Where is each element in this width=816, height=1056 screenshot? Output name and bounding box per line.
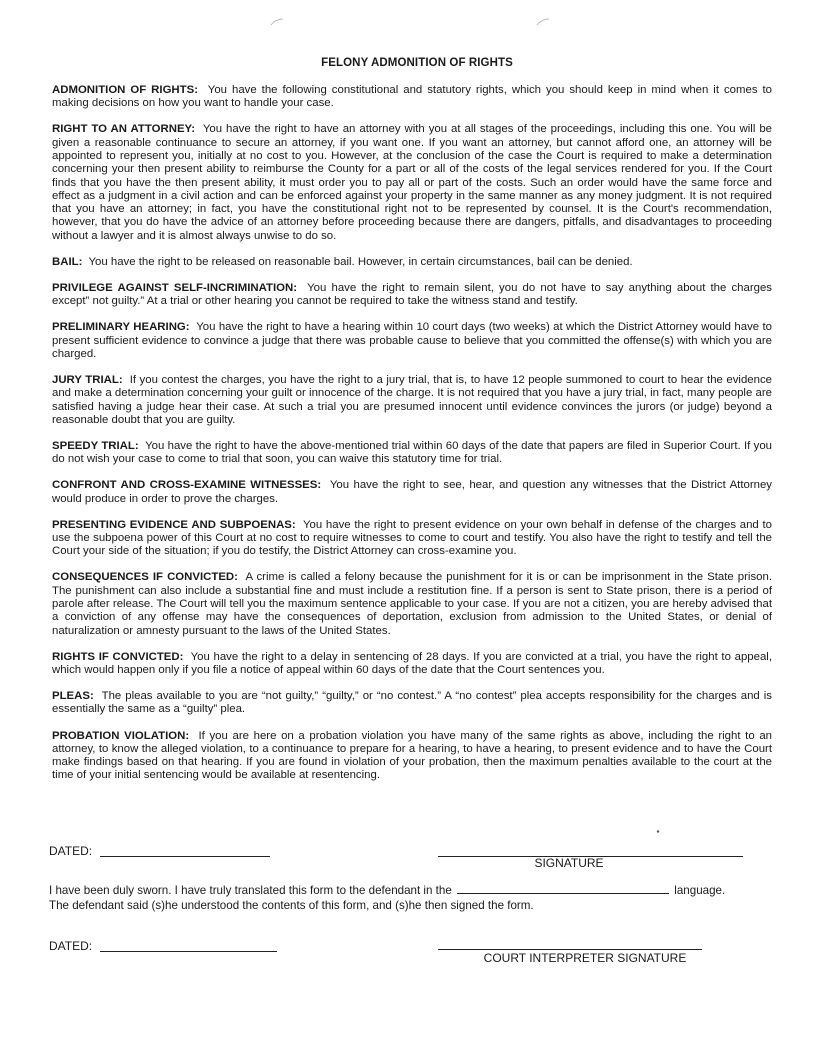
interpreter-text-line2: The defendant said (s)he understood the contents of this form, and (s)he then signed the form. <box>49 899 534 912</box>
section-paragraph <box>52 571 772 637</box>
section-text: If you contest the charges, you have the right to a jury trial, that is, to have 12 people summoned to court to hear the evidence and make a determination concerning your guilt or innocence of the charge. It is not required that you have a jury trial, in fact, many people are satisfied having a judge hear their case. At such a trial you are presumed innocent until evidence convinces the jurors (or judge) beyond a reasonable doubt that you are guilty. <box>52 374 772 426</box>
interpreter-statement <box>49 883 771 913</box>
section-heading: PRELIMINARY HEARING: <box>52 321 190 334</box>
section-heading: RIGHTS IF CONVICTED: <box>52 650 184 663</box>
dated-label: DATED: <box>49 939 93 953</box>
section-heading: CONFRONT AND CROSS-EXAMINE WITNESSES: <box>52 479 322 492</box>
section-heading: SPEEDY TRIAL: <box>52 440 139 453</box>
scan-artifact-mark <box>536 18 550 26</box>
section-heading: RIGHT TO AN ATTORNEY: <box>52 123 196 136</box>
section-text: You have the right to have the above-mentioned trial within 60 days of the date that papers are filed in Superior Court. If you do not wish your case to come to trial that soon, you can waive this statutory time for trial. <box>52 440 772 466</box>
interpreter-text-before: I have been duly sworn. I have truly translated this form to the defendant in the <box>49 884 452 897</box>
section-paragraph <box>52 730 772 783</box>
section-text: You have the following constitutional and statutory rights, which you should keep in mind when it comes to making decisions on how you want to handle your case. <box>52 84 773 110</box>
section-text: You have the right to see, hear, and question any witnesses that the District Attorney would produce in order to prove the charges. <box>52 479 772 505</box>
section-paragraph <box>52 519 772 559</box>
section-paragraph <box>52 321 772 361</box>
section-paragraph <box>52 690 772 717</box>
section-heading: PRIVILEGE AGAINST SELF-INCRIMINATION: <box>52 281 298 294</box>
scan-artifact-mark <box>270 18 284 26</box>
interpreter-signature-caption: COURT INTERPRETER SIGNATURE <box>483 951 687 965</box>
section-paragraph <box>52 282 772 309</box>
section-paragraph <box>52 256 772 269</box>
section-paragraph <box>52 479 772 506</box>
scan-artifact-dot <box>656 830 660 833</box>
section-text: You have the right to remain silent, you do not have to say anything about the charges except” not guilty.” At a trial or other hearing you cannot be required to take the witness stand and testify. <box>52 281 772 308</box>
section-heading: PROBATION VIOLATION: <box>52 729 190 742</box>
section-heading: PRESENTING EVIDENCE AND SUBPOENAS: <box>52 518 296 531</box>
dated-line[interactable] <box>100 951 277 952</box>
section-heading: CONSEQUENCES IF CONVICTED: <box>52 571 238 584</box>
dated-label: DATED: <box>49 844 93 858</box>
dated-line[interactable] <box>100 856 270 857</box>
interpreter-signature-line[interactable] <box>438 949 702 950</box>
section-text: You have the right to be released on reasonable bail. However, in certain circumstances, bail can be denied. <box>88 255 633 268</box>
document-title: FELONY ADMONITION OF RIGHTS <box>321 57 513 69</box>
section-paragraph <box>52 440 772 467</box>
section-paragraph <box>52 123 772 243</box>
section-heading: ADMONITION OF RIGHTS: <box>52 84 199 96</box>
section-paragraph <box>52 84 772 111</box>
section-text: You have the right to present evidence on your own behalf in defense of the charges and to use the subpoena power of this Court at no cost to require witnesses to come to court and testify. You also have the right to testify and tell the Court your side of the situation; if you do testify, the District Attorney can cross-examine you. <box>52 518 772 558</box>
section-paragraph <box>52 651 772 678</box>
section-paragraph <box>52 374 772 427</box>
section-text: A crime is called a felony because the punishment for it is or can be imprisonment in the State prison. The punishment can also include a substantial fine and must include a restitution fine. If a person is sent to State prison, there is a period of parole after release. The Court will tell you the maximum sentence applicable to your case. If you are not a citizen, you are hereby advised that a conviction of any offense may have the consequences of deportation, exclusion from admission to the United States, or denial of naturalization or amnesty pursuant to the laws of the United States. <box>52 571 772 637</box>
section-text: If you are here on a probation violation you have many of the same rights as above, including the right to an attorney, to know the alleged violation, to a continuance to prepare for a hearing, to have a hearing, to present evidence and to have the Court make findings based on that hearing. If you are found in violation of your probation, then the maximum penalties available to the court at the time of your initial sentencing would be available at resentencing. <box>52 729 772 782</box>
section-heading: BAIL: <box>52 255 83 268</box>
section-text: You have the right to a delay in sentencing of 28 days. If you are convicted at a trial, you have the right to appeal, which would happen only if you file a notice of appeal within 60 days of the date that the Court sentences you. <box>52 650 772 677</box>
section-text: You have the right to have a hearing within 10 court days (two weeks) at which the District Attorney would have to present sufficient evidence to convince a judge that there was probable cause to believe that you committed the offense(s) with which you are charged. <box>52 321 773 360</box>
section-heading: JURY TRIAL: <box>52 374 123 387</box>
document-body <box>52 84 772 796</box>
section-heading: PLEAS: <box>52 690 94 703</box>
section-text: The pleas available to you are “not guilty,” “guilty,” or “no contest.” A “no contest” plea accepts responsibility for the charges and is essentially the same as a “guilty” plea. <box>52 690 772 716</box>
interpreter-text-after: language. <box>674 884 726 897</box>
signature-caption: SIGNATURE <box>534 856 604 870</box>
section-text: You have the right to have an attorney with you at all stages of the proceedings, including this one. You will be given a reasonable continuance to secure an attorney, if you want one. If you want an attorney, but cannot afford one, an attorney will be appointed to represent you, initially at no cost to you. However, at the conclusion of the case the Court is required to make a determination concerning your then present ability to reimburse the County for a part or all of the costs of the legal services rendered for you. If the Court finds that you have the then present ability, it must order you to pay all or part of the costs. Such an order would have the same force and effect as a judgment in a civil action and can be enforced against your property in the same manner as any money judgment. It is not required that you have an attorney; in fact, you have the constitutional right not to be represented by counsel. It is the Court's recommendation, however, that you do have the advice of an attorney before proceeding because there are dangers, pitfalls, and disadvantages to proceeding without a lawyer and it is almost always unwise to do so. <box>52 123 772 242</box>
language-blank-line[interactable] <box>457 883 669 894</box>
